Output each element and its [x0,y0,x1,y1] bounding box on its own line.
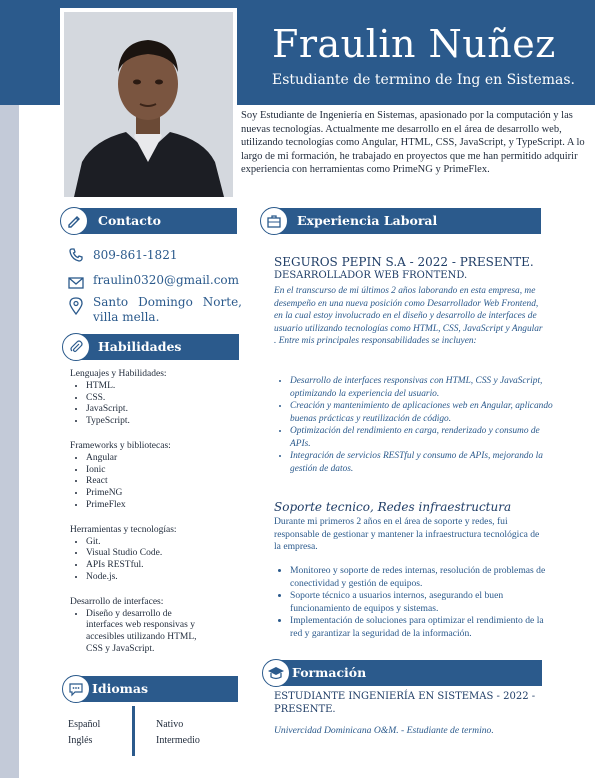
paperclip-icon [62,333,90,361]
contact-address: Santo Domingo Norte, villa mella. [93,295,242,324]
profile-summary: Soy Estudiante de Ingeniería en Sistemas, apasionado por la computación y las nuevas tecnologías. Actualmente me desarrollo en el área de desarrollo web, utilizando tecnologías como Angular, HTML, CSS, JavaScript, y TypeScript. A lo largo de mi formación, he trabajado en proyectos que me han permitido adquirir experiencia con herramientas como PrimeNG y PrimeFlex. [241,110,585,175]
skill-group [70,525,240,584]
mail-icon [68,274,84,293]
profile-photo-frame [60,8,237,201]
skill-item: • PrimeNG [86,488,240,500]
skill-item: • CSS. [86,393,240,405]
job1-role: DESARROLLADOR WEB FRONTEND. [274,270,468,281]
job2-bullet: • Soporte técnico a usuarios internos, asegurando el buen funcionamiento de equipos y sistemas. [290,590,555,615]
job1-bullet: • Desarrollo de interfaces responsivas con HTML, CSS y JavaScript, optimizando la experiencia del usuario. [290,375,555,400]
skill-item: • Node.js. [86,572,240,584]
skill-item: • React [86,476,240,488]
skill-item: • APIs RESTful. [86,560,240,572]
skills-heading: Habilidades [98,339,182,354]
job1-bullets [274,375,555,475]
edit-icon [60,207,88,235]
graduation-cap-icon [262,659,290,687]
profile-photo [64,12,233,197]
job1-company: SEGUROS PEPIN S.A - 2022 - PRESENTE. [274,255,534,269]
education-heading: Formación [292,665,367,680]
job1-description: En el transcurso de mi últimos 2 años laborando en esta empresa, me desempeño en una nueva posición como Desarrollador Web Frontend, en la cual estoy involucrado en el diseño y desarrollo de interfaces de usuario utilizando tecnologías como HTML, CSS, JavaScript y Angular . Entre mis principales responsabilidades se incluyen: [274,286,543,346]
language-level: Nativo [156,719,184,730]
job2-bullet: • Implementación de soluciones para optimizar el rendimiento de la red y garantizar la seguridad de la información. [290,615,555,640]
person-silhouette-icon [64,12,233,197]
skill-item: • TypeScript. [86,416,240,428]
skill-group-title: Herramientas y tecnologías: [70,524,177,535]
skill-group-title: Desarrollo de interfaces: [70,596,164,607]
language-level: Intermedio [156,735,200,746]
skill-item: • PrimeFlex [86,500,240,512]
skill-group [70,369,240,428]
job2-title: Soporte tecnico, Redes infraestructura [274,500,512,514]
skill-item: • HTML. [86,381,240,393]
language-divider [132,706,135,756]
chat-bubble-icon [62,675,90,703]
skill-group [70,597,240,656]
location-pin-icon [69,297,83,319]
skill-item: • Angular [86,453,240,465]
languages-section-bar [70,676,238,702]
candidate-title: Estudiante de termino de Ing en Sistemas. [272,72,575,88]
contact-section-bar [70,208,237,234]
contact-heading: Contacto [98,213,161,228]
languages-heading: Idiomas [92,681,149,696]
language-name: Español [68,719,101,730]
skills-section-bar [70,334,239,360]
experience-heading: Experiencia Laboral [297,213,438,228]
education-degree: ESTUDIANTE INGENIERÍA EN SISTEMAS - 2022 - PRESENTE. [274,691,536,715]
briefcase-icon [260,207,288,235]
language-names [68,717,100,749]
job2-description: Durante mi primeros 2 años en el área de soporte y redes, fui responsable de gestionar y mantener la infraestructura tecnológica de la empresa. [274,516,540,552]
skill-item: • Diseño y desarrollo de interfaces web responsivas y accesibles utilizando HTML, CSS y JavaScript. [86,609,204,656]
job1-bullet: • Integración de servicios RESTful y consumo de APIs, mejorando la gestión de datos. [290,450,555,475]
skills-list [70,369,240,656]
contact-phone: 809-861-1821 [93,248,178,262]
education-section-bar [270,660,542,686]
side-stripe [0,105,19,778]
phone-icon [68,247,84,267]
skill-item: • JavaScript. [86,404,240,416]
language-name: Inglés [68,735,93,746]
education-institution: Univercidad Dominicana O&M. - Estudiante de termino. [274,725,494,736]
skill-item: • Git. [86,537,240,549]
language-levels [156,717,200,749]
skill-group [70,441,240,512]
skill-item: • Visual Studio Code. [86,548,240,560]
job2-bullet: • Monitoreo y soporte de redes internas, resolución de problemas de conectividad y gestión de equipos. [290,565,555,590]
job1-bullet: • Optimización del rendimiento en carga, renderizado y consumo de APIs. [290,425,555,450]
skill-item: • Ionic [86,465,240,477]
contact-email: fraulin0320@gmail.com [93,273,240,287]
skill-group-title: Frameworks y bibliotecas: [70,440,171,451]
experience-section-bar [268,208,541,234]
job1-bullet: • Creación y mantenimiento de aplicaciones web en Angular, aplicando buenas prácticas y reutilización de código. [290,400,555,425]
skill-group-title: Lenguajes y Habilidades: [70,369,167,379]
candidate-name: Fraulin Nuñez [272,22,556,66]
job2-bullets [274,565,555,640]
